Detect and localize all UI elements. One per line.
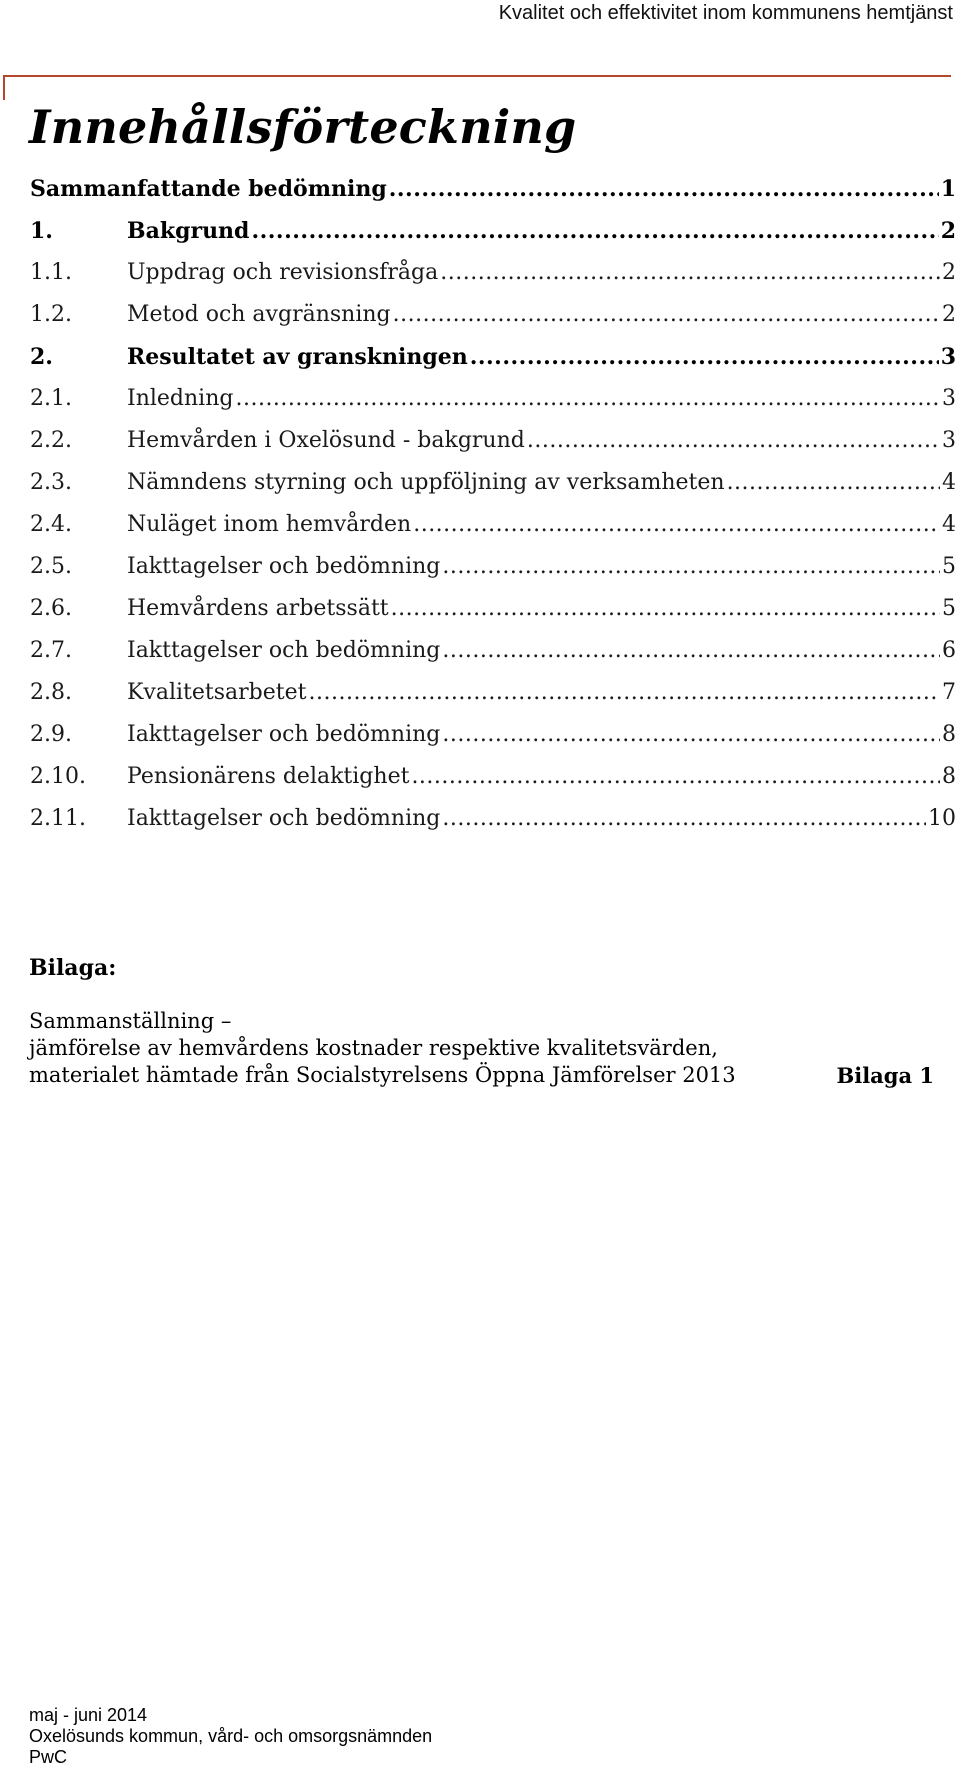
toc-entry[interactable] [30,176,956,218]
toc-entry-page: 10 [928,806,956,831]
toc-entry-title: Resultatet av granskningen [127,344,468,370]
toc-entry[interactable] [30,722,956,764]
toc-dot-leader [440,260,940,285]
toc-entry-number: 2.11. [30,806,86,831]
toc-entry-title: Pensionärens delaktighet [127,764,410,789]
toc-entry-page: 4 [942,512,956,537]
toc-dot-leader [393,302,940,327]
toc-entry[interactable] [30,218,956,260]
page-title: Innehållsförteckning [29,100,577,154]
toc-dot-leader [251,218,938,244]
toc-entry-page: 3 [940,344,956,370]
toc-entry-page: 2 [942,260,956,285]
toc-entry-number: 2.3. [30,470,72,495]
toc-entry-number: 2.1. [30,386,72,411]
header-rule-tick [3,75,5,100]
toc-entry-page: 4 [942,470,956,495]
toc-entry-page: 5 [942,554,956,579]
appendix-line-3: materialet hämtade från Socialstyrelsens Öppna Jämförelser 2013 [29,1063,736,1087]
toc-entry[interactable] [30,596,956,638]
toc-entry-page: 6 [942,638,956,663]
toc-entry-title: Hemvården i Oxelösund - bakgrund [127,428,525,453]
toc-dot-leader [442,722,940,747]
toc-entry-number: 1. [30,218,53,244]
toc-entry-number: 2.10. [30,764,86,789]
toc-entry-number: 2.6. [30,596,72,621]
toc-dot-leader [442,554,940,579]
toc-entry-title: Iakttagelser och bedömning [127,722,441,747]
toc-entry-title: Iakttagelser och bedömning [127,806,441,831]
toc-entry[interactable] [30,806,956,848]
toc-dot-leader [308,680,940,705]
toc-entry-number: 1.2. [30,302,72,327]
toc-entry-number: 2.7. [30,638,72,663]
toc-entry-page: 2 [942,302,956,327]
appendix-line-1: Sammanställning – [29,1009,232,1033]
toc-entry-page: 8 [942,764,956,789]
toc-entry-number: 2.5. [30,554,72,579]
toc-entry-title: Kvalitetsarbetet [127,680,307,705]
toc-entry-title: Iakttagelser och bedömning [127,554,441,579]
toc-dot-leader [442,806,926,831]
page-footer [29,1705,432,1768]
toc-entry[interactable] [30,554,956,596]
toc-entry[interactable] [30,260,956,302]
footer-company: PwC [29,1747,68,1767]
appendix-line-3-row [29,1062,934,1089]
toc-entry-title: Sammanfattande bedömning [30,176,387,202]
running-header: Kvalitet och effektivitet inom kommunens hemtjänst [498,2,953,24]
toc-entry[interactable] [30,302,956,344]
appendix-line-2: jämförelse av hemvårdens kostnader respektive kvalitetsvärden, [29,1036,718,1060]
toc-entry-page: 8 [942,722,956,747]
toc-dot-leader [527,428,940,453]
toc-entry[interactable] [30,680,956,722]
toc-entry[interactable] [30,470,956,512]
toc-entry-number: 2.4. [30,512,72,537]
toc-entry[interactable] [30,428,956,470]
toc-entry-title: Nämndens styrning och uppföljning av verksamheten [127,470,725,495]
toc-entry-number: 2.2. [30,428,72,453]
toc-entry[interactable] [30,344,956,386]
toc-entry-title: Hemvårdens arbetssätt [127,596,389,621]
toc-entry-page: 3 [942,428,956,453]
toc-entry-title: Uppdrag och revisionsfråga [127,260,439,285]
header-rule [3,75,951,77]
toc-dot-leader [389,176,939,202]
footer-date: maj - juni 2014 [29,1705,148,1725]
toc-entry-title: Inledning [127,386,234,411]
toc-entry-title: Metod och avgränsning [127,302,391,327]
toc-entry-page: 7 [942,680,956,705]
footer-organization: Oxelösunds kommun, vård- och omsorgsnämnden [29,1726,433,1746]
toc-entry-page: 3 [942,386,956,411]
toc-dot-leader [411,764,940,789]
toc-entry[interactable] [30,386,956,428]
appendix-entry [29,1008,934,1089]
toc-entry-title: Iakttagelser och bedömning [127,638,441,663]
toc-dot-leader [442,638,940,663]
toc-entry-title: Bakgrund [127,218,250,244]
toc-entry-page: 1 [940,176,956,202]
appendix-heading: Bilaga: [29,955,117,981]
toc-entry-number: 1.1. [30,260,72,285]
toc-entry[interactable] [30,638,956,680]
toc-dot-leader [235,386,940,411]
toc-entry[interactable] [30,764,956,806]
toc-entry-number: 2.8. [30,680,72,705]
toc-dot-leader [413,512,940,537]
toc-dot-leader [727,470,940,495]
toc-dot-leader [470,344,939,370]
toc-entry-page: 2 [940,218,956,244]
toc-entry-title: Nuläget inom hemvården [127,512,412,537]
table-of-contents [30,176,956,848]
toc-entry[interactable] [30,512,956,554]
appendix-reference[interactable]: Bilaga 1 [836,1063,934,1088]
toc-entry-number: 2. [30,344,53,370]
toc-entry-page: 5 [942,596,956,621]
toc-entry-number: 2.9. [30,722,72,747]
toc-dot-leader [391,596,940,621]
